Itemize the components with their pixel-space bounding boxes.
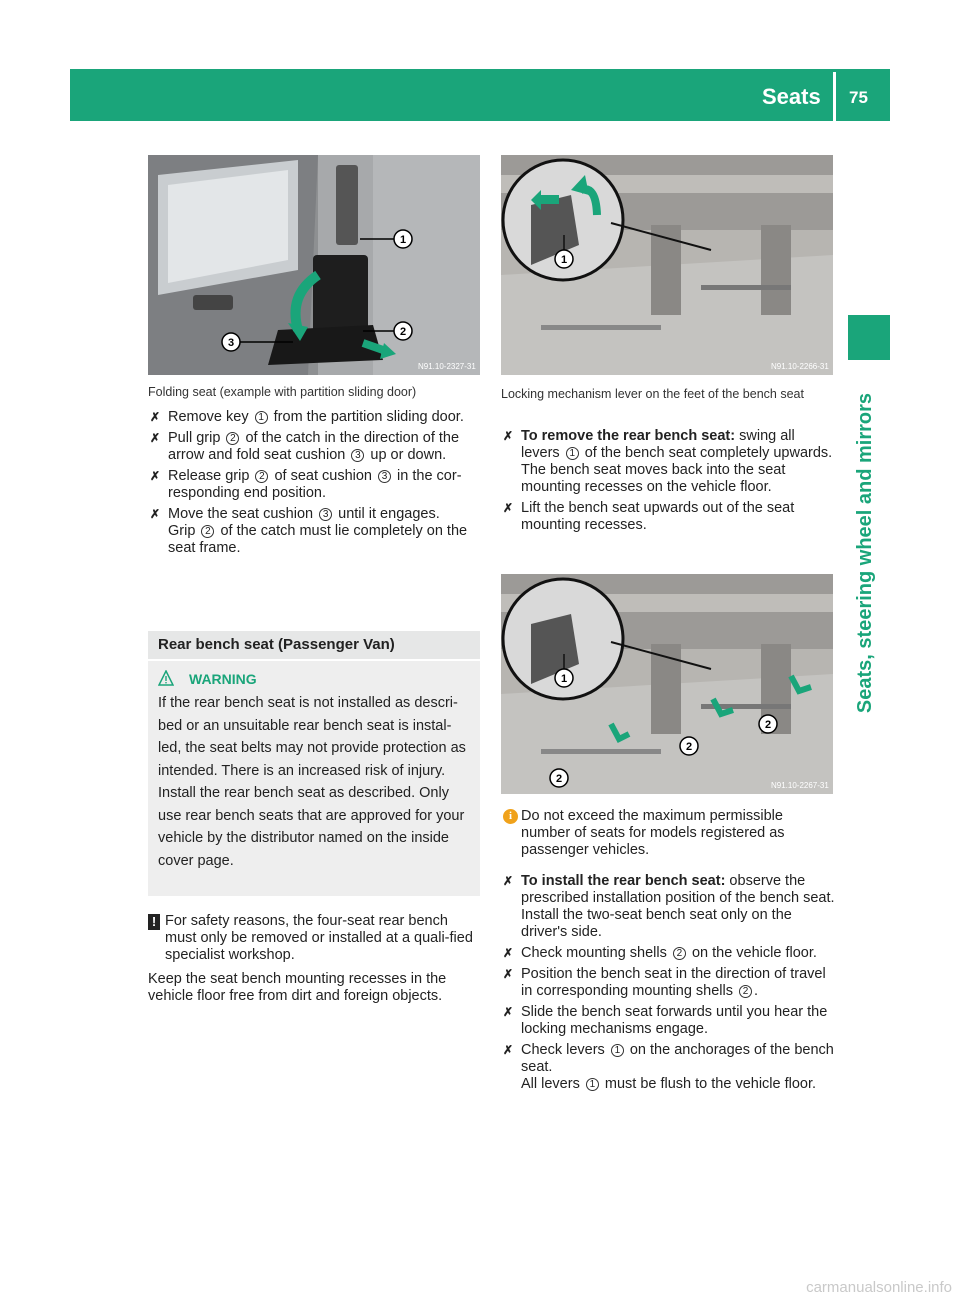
watermark: carmanualsonline.info (806, 1279, 952, 1296)
figure-mounting-shells (501, 574, 833, 794)
step-remove-bench: ✗ To remove the rear bench seat: swing all levers 1 of the bench seat completely upwards. The bench seat moves back into the seat mounting recesses on the vehicle floor. (503, 428, 833, 495)
step-pull-grip: ✗ Pull grip 2 of the catch in the direction of the arrow and fold seat cushion 3 up or down. (150, 430, 460, 463)
step-arrow-icon: ✗ (503, 967, 514, 981)
step-remove-key: ✗ Remove key 1 from the partition sliding door. (150, 409, 464, 425)
info-icon: i (503, 809, 518, 824)
step-arrow-icon: ✗ (503, 946, 514, 960)
step-release-grip: ✗ Release grip 2 of seat cushion 3 in the cor-responding end position. (150, 468, 462, 501)
step-arrow-icon: ✗ (503, 501, 514, 515)
warning-title: WARNING (189, 671, 257, 687)
figure-folding-seat (148, 155, 480, 375)
step-arrow-icon: ✗ (150, 469, 161, 483)
warning-text (158, 692, 474, 872)
fig1-callout-3: 3 (227, 337, 235, 349)
info-note: Do not exceed the maximum permissible number of seats for models registered as passenger vehicles. (521, 808, 785, 858)
chapter-label: Seats, steering wheel and mirrors (854, 392, 876, 714)
page-number: 75 (849, 88, 868, 107)
fig2-callout-1: 1 (560, 254, 568, 266)
fig1-callout-2: 2 (399, 326, 407, 338)
closing-paragraph: Keep the seat bench mounting recesses in the vehicle floor free from dirt and foreign objects. (148, 971, 447, 1004)
step-move-cushion: ✗ Move the seat cushion 3 until it engages. Grip 2 of the catch must lie completely on the seat frame. (150, 506, 468, 556)
step-arrow-icon: ✗ (150, 410, 161, 424)
figure-locking-lever (501, 155, 833, 375)
fig3-callout-2a: 2 (555, 773, 563, 785)
fig3-callout-1: 1 (560, 673, 568, 685)
step-arrow-icon: ✗ (150, 507, 161, 521)
warning-paragraph-1: If the rear bench seat is not installed as descri-bed or an unsuitable rear bench seat is instal-led, the seat belts may not provide protection as intended. There is an increased risk of injury. (158, 695, 466, 779)
warning-triangle-icon (158, 670, 174, 686)
step-arrow-icon: ✗ (503, 1043, 514, 1057)
step-arrow-icon: ✗ (503, 429, 514, 443)
page-section-title: Seats (762, 84, 821, 109)
remove-steps (501, 428, 835, 538)
step-arrow-icon: ✗ (503, 1005, 514, 1019)
fig2-code: N91.10-2266-31 (771, 362, 829, 371)
caution-note: For safety reasons, the four-seat rear bench must only be removed or installed at a quali-fied specialist workshop. (165, 913, 473, 963)
section-title: Rear bench seat (Passenger Van) (148, 631, 480, 659)
fig3-code: N91.10-2267-31 (771, 781, 829, 790)
fig3-callout-2b: 2 (685, 741, 693, 753)
step-check-levers: ✗ Check levers 1 on the anchorages of the bench seat. All levers 1 must be flush to the vehicle floor. (503, 1042, 834, 1092)
warning-paragraph-2: Install the rear bench seat as described. Only use rear bench seats that are approved for your vehicle by the distributor named on the inside cover page. (158, 785, 465, 869)
step-install-bench: ✗ To install the rear bench seat: observe the prescribed installation position of the bench seat. Install the two-seat bench seat only on the driver's side. (503, 873, 835, 940)
step-lift-bench: ✗ Lift the bench seat upwards out of the seat mounting recesses. (503, 500, 795, 533)
step-check-shells: ✗ Check mounting shells 2 on the vehicle floor. (503, 945, 817, 961)
left-steps (148, 409, 482, 561)
fig1-code: N91.10-2327-31 (418, 362, 476, 371)
header-divider (833, 72, 836, 121)
step-arrow-icon: ✗ (503, 874, 514, 888)
step-position-bench: ✗ Position the bench seat in the direction of travel in corresponding mounting shells 2 . (503, 966, 826, 999)
step-arrow-icon: ✗ (150, 431, 161, 445)
install-steps (501, 873, 835, 1097)
fig2-caption: Locking mechanism lever on the feet of the bench seat (501, 387, 804, 401)
fig1-caption: Folding seat (example with partition sliding door) (148, 385, 417, 399)
caution-icon: ! (148, 914, 160, 930)
fig1-callout-1: 1 (399, 234, 407, 246)
step-slide-bench: ✗ Slide the bench seat forwards until you hear the locking mechanisms engage. (503, 1004, 828, 1037)
fig3-callout-2c: 2 (764, 719, 772, 731)
